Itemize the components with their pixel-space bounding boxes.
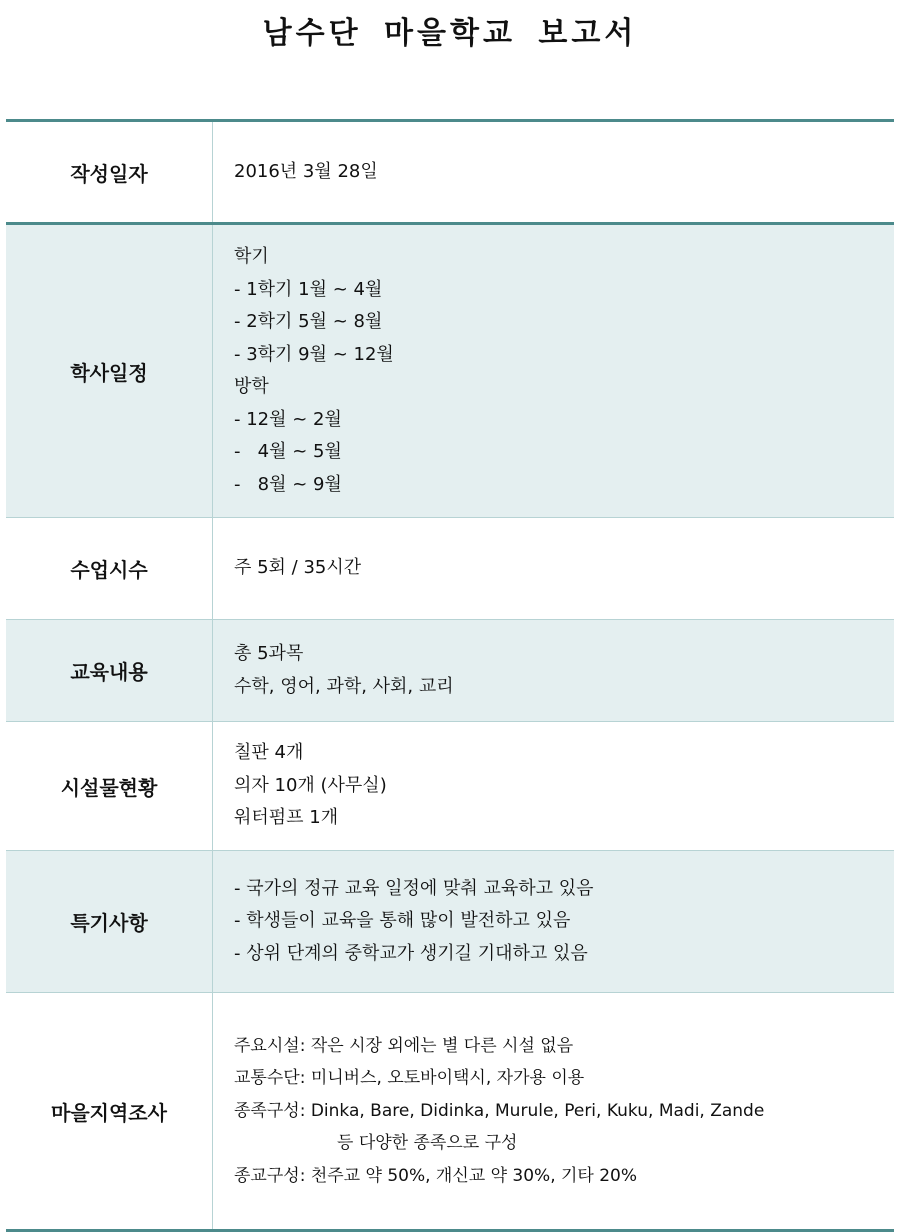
row-curriculum: [6, 620, 894, 722]
row-content: [213, 722, 894, 850]
content-line: - 국가의 정규 교육 일정에 맞춰 교육하고 있음: [234, 877, 594, 899]
content-line: - 1학기 1월 ~ 4월: [234, 278, 383, 300]
content-line: - 8월 ~ 9월: [234, 473, 342, 495]
row-label: 마을지역조사: [6, 993, 213, 1229]
content-line: - 상위 단계의 중학교가 생기길 기대하고 있음: [234, 942, 588, 964]
content-line: 주요시설: 작은 시장 외에는 별 다른 시설 없음: [234, 1035, 574, 1056]
row-content: [213, 620, 894, 721]
row-content: [213, 851, 894, 992]
row-content: [213, 518, 894, 619]
content-line: - 12월 ~ 2월: [234, 408, 342, 430]
row-date: [6, 122, 894, 225]
content-line: 종교구성: 천주교 약 50%, 개신교 약 30%, 기타 20%: [234, 1165, 638, 1186]
row-facilities: [6, 722, 894, 851]
report-table: [6, 119, 894, 1232]
content-line: - 학생들이 교육을 통해 많이 발전하고 있음: [234, 910, 571, 932]
row-label: 학사일정: [6, 225, 213, 517]
content-line: 방학: [234, 376, 269, 397]
row-village-survey: [6, 993, 894, 1229]
row-label: 교육내용: [6, 620, 213, 721]
row-content: [213, 993, 894, 1229]
row-content: [213, 122, 894, 222]
content-line: 학기: [234, 246, 269, 267]
report-title: 남수단 마을학교 보고서: [262, 16, 638, 51]
content-line: 워터펌프 1개: [234, 807, 339, 829]
content-line: 수학, 영어, 과학, 사회, 교리: [234, 675, 454, 697]
row-label: 수업시수: [6, 518, 213, 619]
row-label: 특기사항: [6, 851, 213, 992]
row-content: [213, 225, 894, 517]
content-line: - 4월 ~ 5월: [234, 441, 342, 462]
row-class-hours: [6, 518, 894, 620]
content-line: 총 5과목: [234, 643, 304, 664]
content-line: 주 5회 / 35시간: [234, 557, 362, 579]
content-line: 칠판 4개: [234, 742, 304, 764]
content-line: 종족구성: Dinka, Bare, Didinka, Murule, Peri, Kuku, Madi, Zande: [234, 1100, 765, 1121]
content-line: 교통수단: 미니버스, 오토바이택시, 자가용 이용: [234, 1068, 585, 1089]
row-notes: [6, 851, 894, 993]
row-schedule: [6, 225, 894, 518]
content-line: 등 다양한 종족으로 구성: [337, 1133, 518, 1154]
content-line: - 2학기 5월 ~ 8월: [234, 311, 383, 332]
content-line: - 3학기 9월 ~ 12월: [234, 343, 394, 365]
row-label: 시설물현황: [6, 722, 213, 850]
row-label: 작성일자: [6, 122, 213, 222]
content-line: 의자 10개 (사무실): [234, 774, 387, 796]
content-line: 2016년 3월 28일: [234, 160, 378, 182]
